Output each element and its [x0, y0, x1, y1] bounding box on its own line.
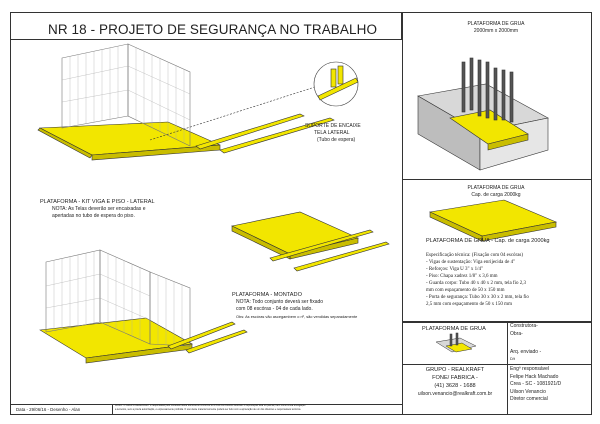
- crane-top-label-1: PLATAFORMA DE GRUA: [467, 21, 525, 27]
- director-role: Diretor comercial: [510, 396, 548, 402]
- mounted-note-3: Obs: As escóras vão ascegambem o nº, são vendidas separadamente: [236, 314, 358, 319]
- footer-disclaimer-2: a terceiros, sem a prévia autorização, é expressamente proibida. O uso deste material somente poderá ser feito com a aprovação de um dos diretores e responsáveis técnicos.: [115, 408, 302, 411]
- mounted-note-2: com 08 escóras - 04 de cada lado.: [236, 306, 313, 312]
- lateral-note-2: apertadas no tubo de espera do piso.: [52, 213, 135, 219]
- crane-capacity-label-2: Cap. de carga 2000kg: [471, 192, 521, 198]
- sent-label: Arq. enviado -: [510, 349, 542, 355]
- spec-line: mm com espaçamento de 50 x 150 mm: [426, 288, 505, 293]
- eng-name: Felipe Hack Machado: [510, 374, 559, 380]
- footer-disclaimer-1: AVISO: O GRUPO REALKRAFT é responsável pelo conteúdo deste documento conforme lei 9.610 dos Direitos Autorais. A reprodução total ou parcial, bem como a sua divulgação: [115, 404, 306, 407]
- footer-date: Data - 29/06/16 - Desenho - Alan: [16, 407, 81, 412]
- title-block-product: PLATAFORMA DE GRUA: [422, 326, 486, 332]
- crane-capacity-label-1: PLATAFORMA DE GRUA: [467, 185, 525, 191]
- company-line-1: GRUPO - REALKRAFT: [425, 367, 485, 373]
- spec-line: - Porta de segurança: Tubo 30 x 30 x 2 mm, tela fio: [426, 295, 529, 300]
- company-email: uilson.venancio@realkraft.com.br: [417, 391, 493, 397]
- mounted-note-1: NOTA: Todo conjunto deverá ser fixado: [236, 299, 324, 305]
- director-name: Uilson Venancio: [510, 389, 546, 395]
- sent-sub: D/t: [510, 356, 515, 361]
- spec-line: - Piso: Chapa xadrez 1/8" x 3,6 mm: [426, 274, 498, 279]
- crea-number: Crea - SC - 1081921/D: [510, 381, 562, 387]
- support-label-2: TELA LATERAL: [314, 130, 350, 136]
- mounted-title: PLATAFORMA - MONTADO: [232, 292, 302, 298]
- builder-label: Construtora-: [510, 323, 538, 329]
- company-line-2: FONE/ FABRICA -: [432, 375, 478, 381]
- lateral-note-1: NOTA: As Telas deverão ser encaixadas e: [52, 206, 146, 212]
- site-label: Obra-: [510, 331, 523, 337]
- crane-top-label-2: 2000mm x 2000mm: [473, 28, 519, 34]
- spec-line: 2,5 mm com espaçamento de 50 x 150 mm: [426, 302, 512, 307]
- spec-subheading: Especificação técnica: (Fixação com 04 escóras): [426, 253, 524, 258]
- footer-vdivider: [112, 404, 113, 415]
- spec-line: - Guarda corpo: Tubo 40 x 40 x 2 mm, tela fio 2,3: [426, 281, 526, 286]
- company-line-3: (41) 3628 - 1688: [434, 383, 476, 389]
- page-title: NR 18 - PROJETO DE SEGURANÇA NO TRABALHO: [48, 22, 378, 37]
- spec-line: - Vigas de sustentação: Viga enrijecida de 4": [426, 260, 516, 265]
- lateral-title: PLATAFORMA - KIT VIGA E PISO - LATERAL: [40, 199, 155, 205]
- eng-label: Engº responsável: [510, 366, 550, 372]
- support-label-3: (Tubo de espera): [317, 137, 356, 143]
- support-label-1: SUPORTE DE ENCAIXE: [305, 123, 361, 129]
- spec-heading: PLATAFORMA DE GRUA - Cap. de carga 2000kg: [426, 238, 550, 244]
- spec-line: - Reforços: Viga U 3" x 1/4": [426, 267, 484, 272]
